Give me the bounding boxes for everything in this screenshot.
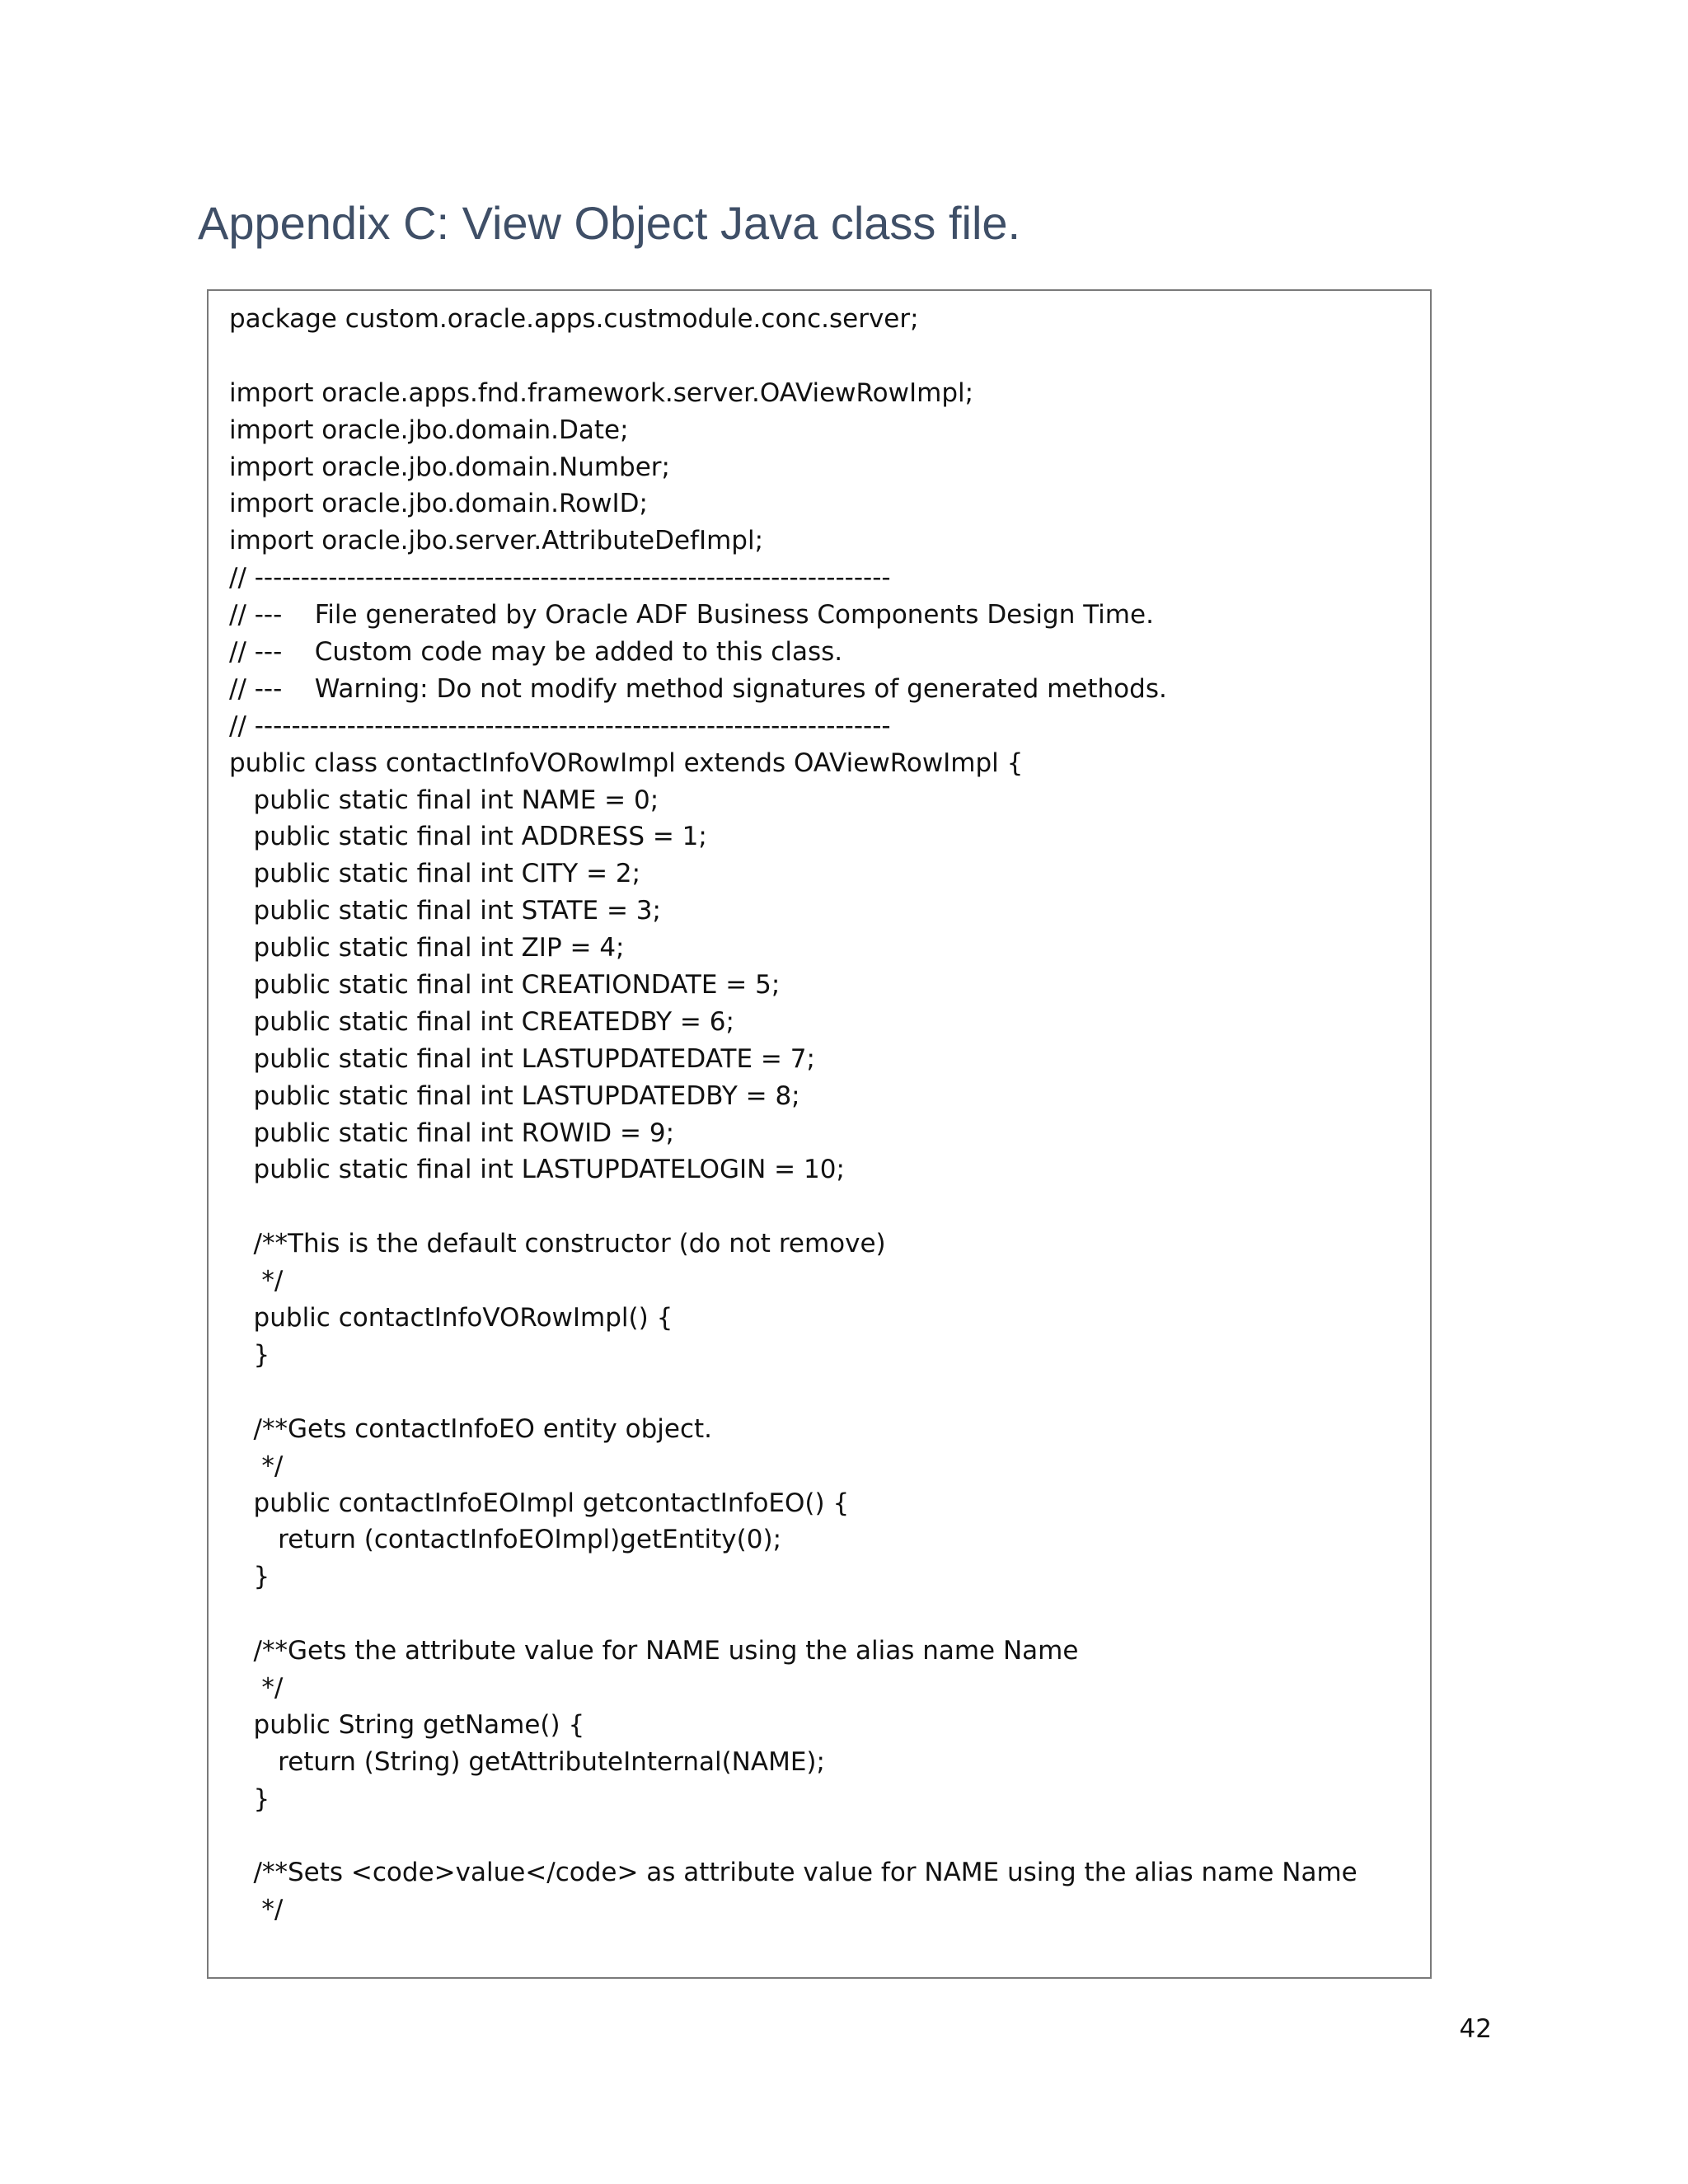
code-line: // --------------------------------------------------------------------- bbox=[229, 563, 891, 593]
code-line: public class contactInfoVORowImpl extends OAViewRowImpl { bbox=[229, 748, 1024, 778]
page-title: Appendix C: View Object Java class file. bbox=[198, 197, 1021, 249]
code-line: // --- File generated by Oracle ADF Business Components Design Time. bbox=[229, 600, 1154, 630]
code-listing bbox=[229, 301, 1414, 1929]
code-line: public static final int ROWID = 9; bbox=[229, 1118, 675, 1148]
code-line: public static final int CREATIONDATE = 5; bbox=[229, 970, 781, 1001]
code-line: public static final int LASTUPDATEDBY = 8; bbox=[229, 1080, 800, 1111]
code-line: } bbox=[229, 1783, 270, 1814]
code-line: public String getName() { bbox=[229, 1709, 585, 1740]
code-line: public static final int STATE = 3; bbox=[229, 896, 661, 926]
code-line: // --------------------------------------------------------------------- bbox=[229, 710, 891, 741]
code-line: return (String) getAttributeInternal(NAME); bbox=[229, 1746, 825, 1777]
code-line: public static final int LASTUPDATEDATE = 7; bbox=[229, 1043, 815, 1074]
code-line: */ bbox=[229, 1451, 284, 1481]
code-line: // --- Custom code may be added to this class. bbox=[229, 637, 843, 668]
code-line: package custom.oracle.apps.custmodule.conc.server; bbox=[229, 304, 919, 334]
code-line: public static final int LASTUPDATELOGIN = 10; bbox=[229, 1155, 845, 1185]
code-line bbox=[229, 1374, 1414, 1411]
code-line bbox=[229, 1596, 1414, 1633]
code-line: /**Sets <code>value</code> as attribute value for NAME using the alias name Name bbox=[229, 1858, 1357, 1888]
code-line: import oracle.apps.fnd.framework.server.OAViewRowImpl; bbox=[229, 377, 974, 408]
code-line: */ bbox=[229, 1266, 284, 1296]
code-line: */ bbox=[229, 1672, 284, 1703]
code-line: import oracle.jbo.domain.RowID; bbox=[229, 489, 648, 519]
code-line bbox=[229, 338, 1414, 375]
code-line: public static final int CREATEDBY = 6; bbox=[229, 1006, 734, 1037]
code-line: /**Gets the attribute value for NAME using the alias name Name bbox=[229, 1636, 1079, 1666]
code-line: /**This is the default constructor (do not remove) bbox=[229, 1229, 886, 1259]
page-number: 42 bbox=[1459, 2014, 1492, 2044]
code-listing-box bbox=[207, 289, 1432, 1979]
code-line: public static final int NAME = 0; bbox=[229, 785, 659, 815]
code-line: import oracle.jbo.server.AttributeDefImpl; bbox=[229, 526, 764, 556]
code-line: } bbox=[229, 1339, 270, 1370]
code-line: return (contactInfoEOImpl)getEntity(0); bbox=[229, 1525, 782, 1555]
code-line: } bbox=[229, 1562, 270, 1592]
code-line: public static final int ZIP = 4; bbox=[229, 933, 625, 963]
code-line: /**Gets contactInfoEO entity object. bbox=[229, 1413, 713, 1444]
code-line: public static final int CITY = 2; bbox=[229, 859, 641, 889]
code-line: */ bbox=[229, 1895, 284, 1925]
code-line: public contactInfoVORowImpl() { bbox=[229, 1303, 673, 1333]
code-line: public contactInfoEOImpl getcontactInfoEO() { bbox=[229, 1488, 850, 1518]
code-line: // --- Warning: Do not modify method signatures of generated methods. bbox=[229, 673, 1167, 704]
code-line bbox=[229, 1188, 1414, 1226]
code-line: import oracle.jbo.domain.Date; bbox=[229, 415, 629, 445]
code-line bbox=[229, 1818, 1414, 1855]
code-line: public static final int ADDRESS = 1; bbox=[229, 822, 707, 852]
code-line: import oracle.jbo.domain.Number; bbox=[229, 452, 670, 482]
